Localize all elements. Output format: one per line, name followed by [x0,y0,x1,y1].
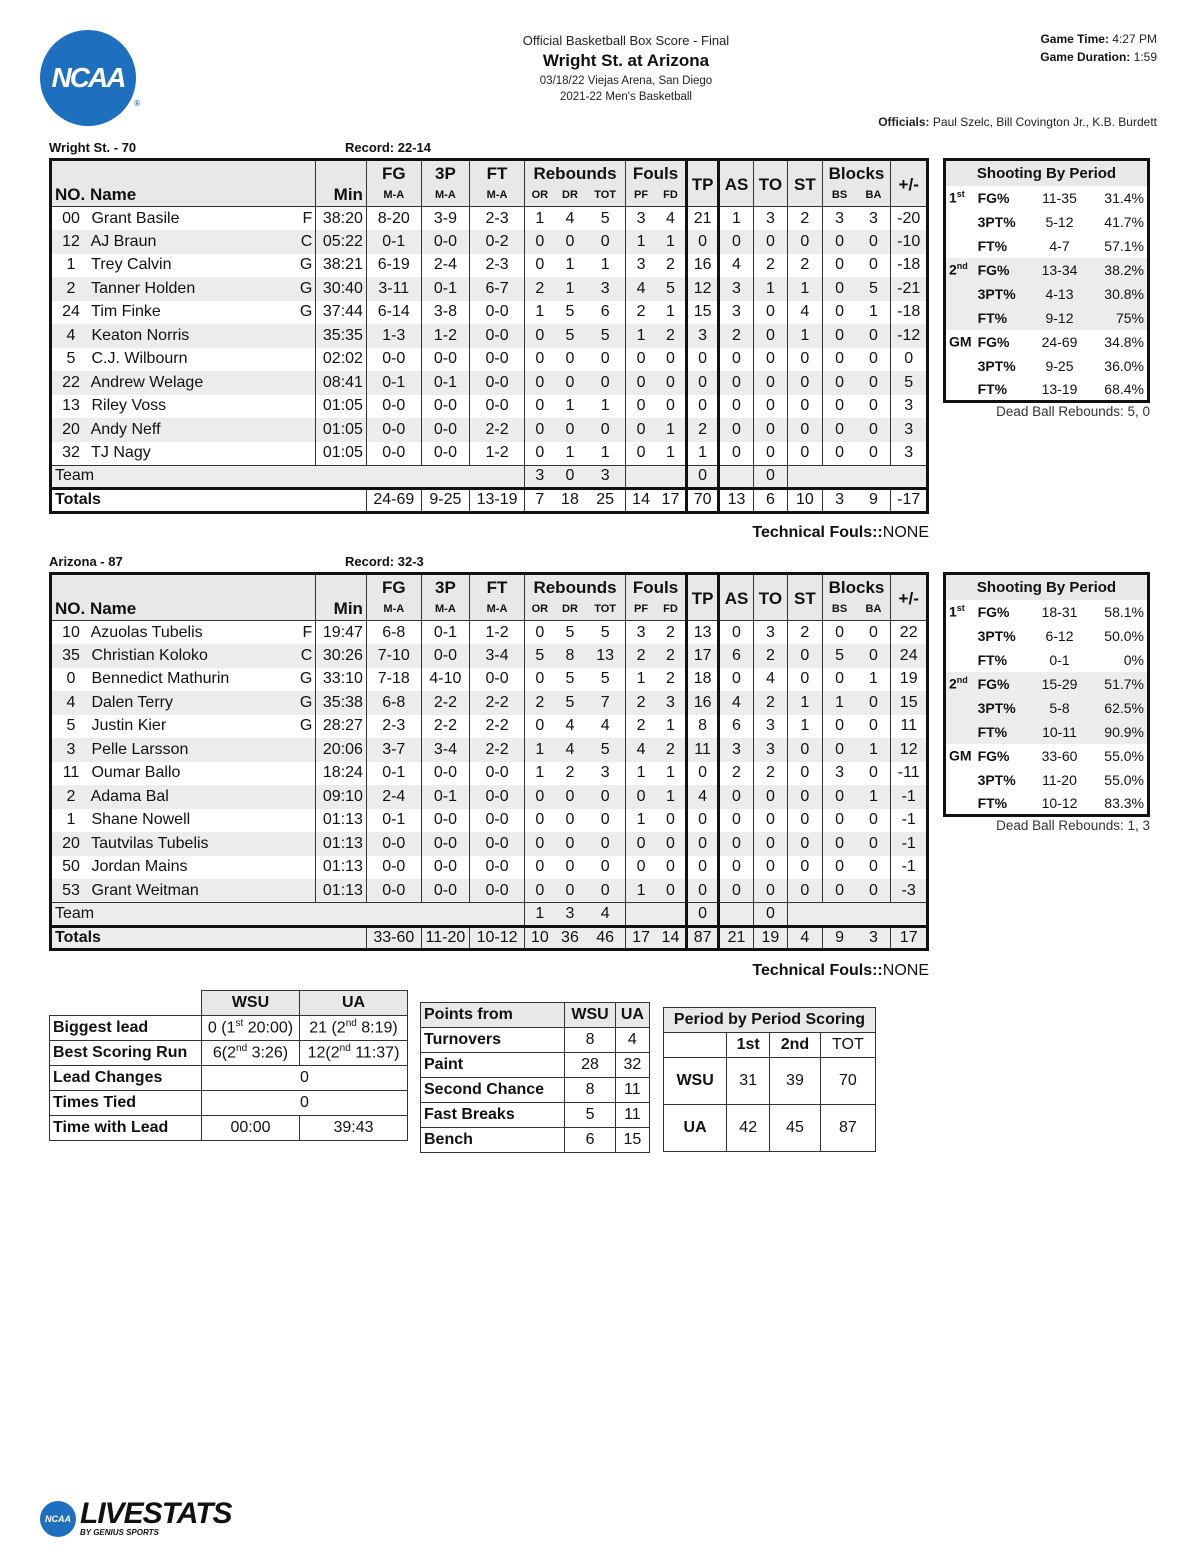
player-name: Bennedict Mathurin [91,670,230,688]
dead-ball-rebounds: Dead Ball Rebounds: 5, 0 [996,404,1150,419]
player-number: 10 [62,623,80,641]
shooting-by-period-table: Shooting By Period 1st FG% 11-35 31.4% 3PT% 5-12 41.7% FT% 4-7 57.1% 2nd FG% 13-34 38.2% 3PT% 4-13 30.8% FT% 9-12 75% GM FG% 24-69 34.8% 3PT% 9-25 36.0% FT% 13-19 68.4% [943,158,1150,403]
points-from-table: Points from WSU UA Turnovers 8 4 Paint 28 32 Second Chance 8 11 Fast Breaks 5 11 Bench 6 15 [420,1002,650,1153]
player-position: F [302,623,313,641]
summary-row-time-with-lead: Time with Lead 00:00 39:43 [50,1116,408,1141]
summary-row-times-tied: Times Tied 0 [50,1091,408,1116]
summary-row-lead-changes: Lead Changes 0 [50,1066,408,1091]
technical-fouls: Technical Fouls::NONE [752,962,929,979]
player-number: 0 [66,670,76,688]
player-name: Pelle Larsson [91,740,189,758]
ncaa-logo [40,30,140,126]
player-name: Riley Voss [91,397,167,415]
player-number: 20 [62,420,80,438]
player-name: Jordan Mains [91,858,188,876]
totals-row: Totals 33-60 11-20 10-12 10 36 46 17 14 87 21 19 4 9 3 17 [51,926,928,950]
shooting-row: 1st FG% 11-35 31.4% [949,189,1144,206]
page-title: Wright St. at Arizona [542,51,710,70]
player-number: 53 [62,881,80,899]
player-row: 2 Adama Bal 09:10 2-4 0-1 0-0 0 0 0 0 1 4 0 0 0 0 1 -1 [51,785,928,809]
player-name: TJ Nagy [91,444,151,461]
points-from-header: Points from [421,1003,565,1028]
player-row: 4 Keaton Norris 35:35 1-3 1-2 0-0 0 5 5 1 2 3 2 0 1 0 0 -12 [51,324,928,348]
player-row: 12 AJ Braun C 05:22 0-1 0-0 0-2 0 0 0 1 1 0 0 0 0 0 0 -10 [51,230,928,254]
shooting-row: 2nd FG% 13-34 38.2% [945,258,1149,282]
team-row: Team 1 3 4 0 0 [51,903,928,927]
player-number: 13 [62,397,80,415]
period-row-ua: UA 42 45 87 [664,1105,876,1152]
game-time-label: Game Time: [1040,32,1109,46]
player-name: Tautvilas Tubelis [91,834,209,852]
player-row: 20 Tautvilas Tubelis 01:13 0-0 0-0 0-0 0 0 0 0 0 0 0 0 0 0 0 -1 [51,832,928,856]
player-position: C [300,232,313,250]
box-score-table: FG 3P FT Rebounds Fouls TP AS TO ST Blocks +/- NO. Name Min M-A M-A M-A OR DR TOT PF FD BS BA 10 Azuolas Tubelis F 19:47 6-8 0-1 1-2 0 5 5 3 2 13 0 3 2 0 0 22 35 Christian Koloko C 30:26 7-10 0-0 3-4 5 8 13 2 2 17 6 2 0 5 0 24 0 Bennedict Mathurin G 33:10 7-18 4-10 0-0 0 5 5 1 2 18 0 4 0 0 1 19 4 Dalen Terry G 35:38 6-8 2-2 2-2 2 5 7 2 3 16 4 2 1 1 0 15 5 Justin Kier G 28:27 2-3 2-2 2-2 0 4 4 2 1 8 6 3 1 0 0 11 3 Pelle Larsson 20:06 3-7 3-4 2-2 1 4 5 4 2 11 3 3 0 0 1 12 11 Oumar Ballo 18:24 0-1 0-0 0-0 1 2 3 1 1 0 2 2 0 3 0 -11 2 Adama Bal 09:10 2-4 0-1 0-0 0 0 0 0 1 4 0 0 0 0 1 -1 1 Shane Nowell 01:13 0-1 0-0 0-0 0 0 0 1 0 0 0 0 0 0 0 -1 20 Tautvilas Tubelis 01:13 0-0 0-0 0-0 0 0 0 0 0 0 0 0 0 0 0 -1 50 Jordan Mains 01:13 0-0 0-0 0-0 0 0 0 0 0 0 0 0 0 0 0 -1 53 Grant Weitman 01:13 0-0 0-0 0-0 0 0 0 1 0 0 0 0 0 0 0 -3 Team 1 3 4 0 0 Totals 33-60 11-20 10-12 10 36 46 17 14 87 21 19 4 9 3 17 [49,572,929,951]
shooting-row: FT% 13-19 68.4% [977,380,1144,397]
player-row: 5 Justin Kier G 28:27 2-3 2-2 2-2 0 4 4 2 1 8 6 3 1 0 0 11 [51,715,928,739]
player-number: 50 [62,858,80,876]
livestats-brand: LIVESTATS [80,1497,232,1530]
player-number: 24 [62,303,80,321]
player-row: 13 Riley Voss 01:05 0-0 0-0 0-0 0 1 1 0 0 0 0 0 0 0 0 3 [51,395,928,419]
player-name: Oumar Ballo [91,764,181,782]
shooting-by-period-table: Shooting By Period 1st FG% 18-31 58.1% 3PT% 6-12 50.0% FT% 0-1 0% 2nd FG% 15-29 51.7% 3PT% 5-8 62.5% FT% 10-11 90.9% GM FG% 33-60 55.0% 3PT% 11-20 55.0% FT% 10-12 83.3% [943,572,1150,817]
shooting-row: 3PT% 4-13 30.8% [945,282,1149,306]
player-position: C [300,646,313,664]
player-row: 20 Andy Neff 01:05 0-0 0-0 2-2 0 0 0 0 1 2 0 0 0 0 0 3 [51,418,928,442]
shooting-row: 2nd FG% 15-29 51.7% [945,672,1149,696]
player-name: Andrew Welage [90,373,204,391]
ncaa-mini-logo: NCAA [40,1501,76,1537]
player-number: 1 [66,256,76,274]
points-from-row: Turnovers 8 4 [421,1028,650,1053]
player-number: 5 [66,350,76,368]
shooting-row: FT% 0-1 0% [977,651,1144,668]
player-name: Tim Finke [91,303,161,321]
team-record: Record: 22-14 [345,140,431,155]
player-row: 53 Grant Weitman 01:13 0-0 0-0 0-0 0 0 0 1 0 0 0 0 0 0 0 -3 [51,879,928,903]
period-scoring-table: Period by Period Scoring 1st 2nd TOT WSU 31 39 70 UA 42 45 87 [663,1007,876,1152]
shooting-row: FT% 4-7 57.1% [977,237,1144,254]
summary-row-biggest-lead: Biggest lead 0 (1st 20:00) 21 (2nd 8:19) [50,1016,408,1041]
game-summary-table [49,990,408,1141]
season: 2021-22 Men's Basketball [560,91,692,103]
points-from-row: Second Chance 8 11 [421,1078,650,1103]
shooting-row: FT% 10-12 83.3% [977,794,1144,811]
player-number: 20 [62,834,80,852]
player-name: AJ Braun [90,232,157,250]
box-score-table: FG 3P FT Rebounds Fouls TP AS TO ST Blocks +/- NO. Name Min M-A M-A M-A OR DR TOT PF FD BS BA 00 Grant Basile F 38:20 8-20 3-9 2-3 1 4 5 3 4 21 1 3 2 3 3 -20 12 AJ Braun C 05:22 0-1 0-0 0-2 0 0 0 1 1 0 0 0 0 0 0 -10 1 Trey Calvin G 38:21 6-19 2-4 2-3 0 1 1 3 2 16 4 2 2 0 0 -18 2 Tanner Holden G 30:40 3-11 0-1 6-7 2 1 3 4 5 12 3 1 1 0 5 -21 24 Tim Finke G 37:44 6-14 3-8 0-0 1 5 6 2 1 15 3 0 4 0 1 -18 4 Keaton Norris 35:35 1-3 1-2 0-0 0 5 5 1 2 3 2 0 1 0 0 -12 5 C.J. Wilbourn 02:02 0-0 0-0 0-0 0 0 0 0 0 0 0 0 0 0 0 0 22 Andrew Welage 08:41 0-1 0-1 0-0 0 0 0 0 0 0 0 0 0 0 0 5 13 Riley Voss 01:05 0-0 0-0 0-0 0 1 1 0 0 0 0 0 0 0 0 3 20 Andy Neff 01:05 0-0 0-0 2-2 0 0 0 0 1 2 0 0 0 0 0 3 32 TJ Nagy 01:05 0-0 0-0 1-2 0 1 1 0 1 1 0 0 0 0 0 3 Team 3 0 3 0 0 Totals 24-69 9-25 13-19 7 18 25 14 17 70 13 6 10 3 9 -17 [49,158,929,514]
shooting-row: 3PT% 9-25 36.0% [977,357,1144,374]
player-row: 3 Pelle Larsson 20:06 3-7 3-4 2-2 1 4 5 4 2 11 3 3 0 0 1 12 [51,738,928,762]
shooting-row: GM FG% 33-60 55.0% [949,747,1144,764]
player-name: Keaton Norris [91,326,190,344]
player-name: Grant Basile [91,209,180,227]
summary-header-wsu: WSU [202,991,300,1016]
officials-names: Paul Szelc, Bill Covington Jr., K.B. Burdett [932,115,1157,129]
period-row-wsu: WSU 31 39 70 [664,1058,876,1105]
player-row: 32 TJ Nagy 01:05 0-0 0-0 1-2 0 1 1 0 1 1 0 0 0 0 0 3 [51,442,928,466]
officials-label: Officials: [878,115,930,129]
game-time: 4:27 PM [1112,32,1157,46]
player-name: Grant Weitman [91,881,199,899]
team-record: Record: 32-3 [345,554,424,569]
player-position: G [299,717,313,735]
player-position: G [299,693,313,711]
player-number: 2 [66,279,76,297]
team-name-score: Arizona - 87 [49,554,123,569]
shooting-row: GM FG% 24-69 34.8% [949,333,1144,350]
player-number: 22 [62,373,80,391]
shooting-row: FT% 10-11 90.9% [945,720,1149,744]
player-position: G [299,256,313,274]
player-name: Christian Koloko [91,646,208,664]
player-position: F [302,209,313,227]
game-duration: 1:59 [1133,50,1157,64]
totals-row: Totals 24-69 9-25 13-19 7 18 25 14 17 70 13 6 10 3 9 -17 [51,489,928,513]
doc-type: Official Basketball Box Score - Final [522,33,730,48]
livestats-logo [40,1497,232,1537]
technical-fouls: Technical Fouls::NONE [752,524,929,541]
player-number: 12 [62,232,80,250]
player-row: 35 Christian Koloko C 30:26 7-10 0-0 3-4 5 8 13 2 2 17 6 2 0 5 0 24 [51,644,928,668]
game-duration-label: Game Duration: [1040,50,1131,64]
player-row: 00 Grant Basile F 38:20 8-20 3-9 2-3 1 4 5 3 4 21 1 3 2 3 3 -20 [51,207,928,231]
player-number: 3 [66,740,76,758]
player-row: 11 Oumar Ballo 18:24 0-1 0-0 0-0 1 2 3 1 1 0 2 2 0 3 0 -11 [51,762,928,786]
shooting-row: 1st FG% 18-31 58.1% [949,603,1144,620]
points-from-row: Paint 28 32 [421,1053,650,1078]
player-number: 1 [66,811,76,829]
game-info [1040,30,1157,66]
period-scoring-title: Period by Period Scoring [664,1008,876,1033]
player-number: 11 [62,764,80,782]
player-name: Andy Neff [90,420,161,438]
player-row: 2 Tanner Holden G 30:40 3-11 0-1 6-7 2 1 3 4 5 12 3 1 1 0 5 -21 [51,277,928,301]
player-name: C.J. Wilbourn [91,350,188,368]
officials [878,115,1157,129]
player-name: Adama Bal [90,787,169,805]
player-number: 35 [62,646,80,664]
team-row: Team 3 0 3 0 0 [51,465,928,489]
player-number: 2 [66,787,76,805]
livestats-sub: BY GENIUS SPORTS [80,1528,159,1537]
shooting-row: 3PT% 5-12 41.7% [977,213,1144,230]
player-row: 4 Dalen Terry G 35:38 6-8 2-2 2-2 2 5 7 2 3 16 4 2 1 1 0 15 [51,691,928,715]
player-name: Trey Calvin [91,256,172,274]
player-name: Dalen Terry [91,693,173,711]
shooting-row: 3PT% 5-8 62.5% [945,696,1149,720]
shooting-row: 3PT% 11-20 55.0% [977,771,1144,788]
player-row: 10 Azuolas Tubelis F 19:47 6-8 0-1 1-2 0 5 5 3 2 13 0 3 2 0 0 22 [51,621,928,645]
player-row: 1 Trey Calvin G 38:21 6-19 2-4 2-3 0 1 1 3 2 16 4 2 2 0 0 -18 [51,254,928,278]
player-position: G [299,670,313,688]
player-row: 22 Andrew Welage 08:41 0-1 0-1 0-0 0 0 0 0 0 0 0 0 0 0 0 5 [51,371,928,395]
player-name: Justin Kier [91,717,167,735]
player-number: 4 [66,693,76,711]
dead-ball-rebounds: Dead Ball Rebounds: 1, 3 [996,818,1150,833]
player-name: Tanner Holden [91,279,196,297]
player-number: 5 [66,717,76,735]
player-row: 24 Tim Finke G 37:44 6-14 3-8 0-0 1 5 6 2 1 15 3 0 4 0 1 -18 [51,301,928,325]
player-row: 5 C.J. Wilbourn 02:02 0-0 0-0 0-0 0 0 0 0 0 0 0 0 0 0 0 0 [51,348,928,372]
player-number: 4 [66,326,76,344]
shooting-row: FT% 9-12 75% [945,306,1149,330]
player-number: 32 [62,444,80,461]
summary-row-best-run: Best Scoring Run 6(2nd 3:26) 12(2nd 11:37) [50,1041,408,1066]
summary-header-ua: UA [300,991,408,1016]
registered-icon: ® [134,99,140,108]
report-header [426,33,826,103]
player-position: G [299,279,313,297]
date-venue: 03/18/22 Viejas Arena, San Diego [539,75,713,87]
player-row: 1 Shane Nowell 01:13 0-1 0-0 0-0 0 0 0 1 0 0 0 0 0 0 0 -1 [51,809,928,833]
player-row: 50 Jordan Mains 01:13 0-0 0-0 0-0 0 0 0 0 0 0 0 0 0 0 0 -1 [51,856,928,880]
player-position: G [299,303,313,321]
player-row: 0 Bennedict Mathurin G 33:10 7-18 4-10 0-0 0 5 5 1 2 18 0 4 0 0 1 19 [51,668,928,692]
player-name: Shane Nowell [91,811,191,829]
team-name-score: Wright St. - 70 [49,140,137,155]
points-from-row: Bench 6 15 [421,1128,650,1153]
player-name: Azuolas Tubelis [90,623,203,641]
points-from-row: Fast Breaks 5 11 [421,1103,650,1128]
ncaa-logo-text: NCAA [51,62,125,93]
player-number: 00 [62,209,80,227]
shooting-row: 3PT% 6-12 50.0% [977,627,1144,644]
